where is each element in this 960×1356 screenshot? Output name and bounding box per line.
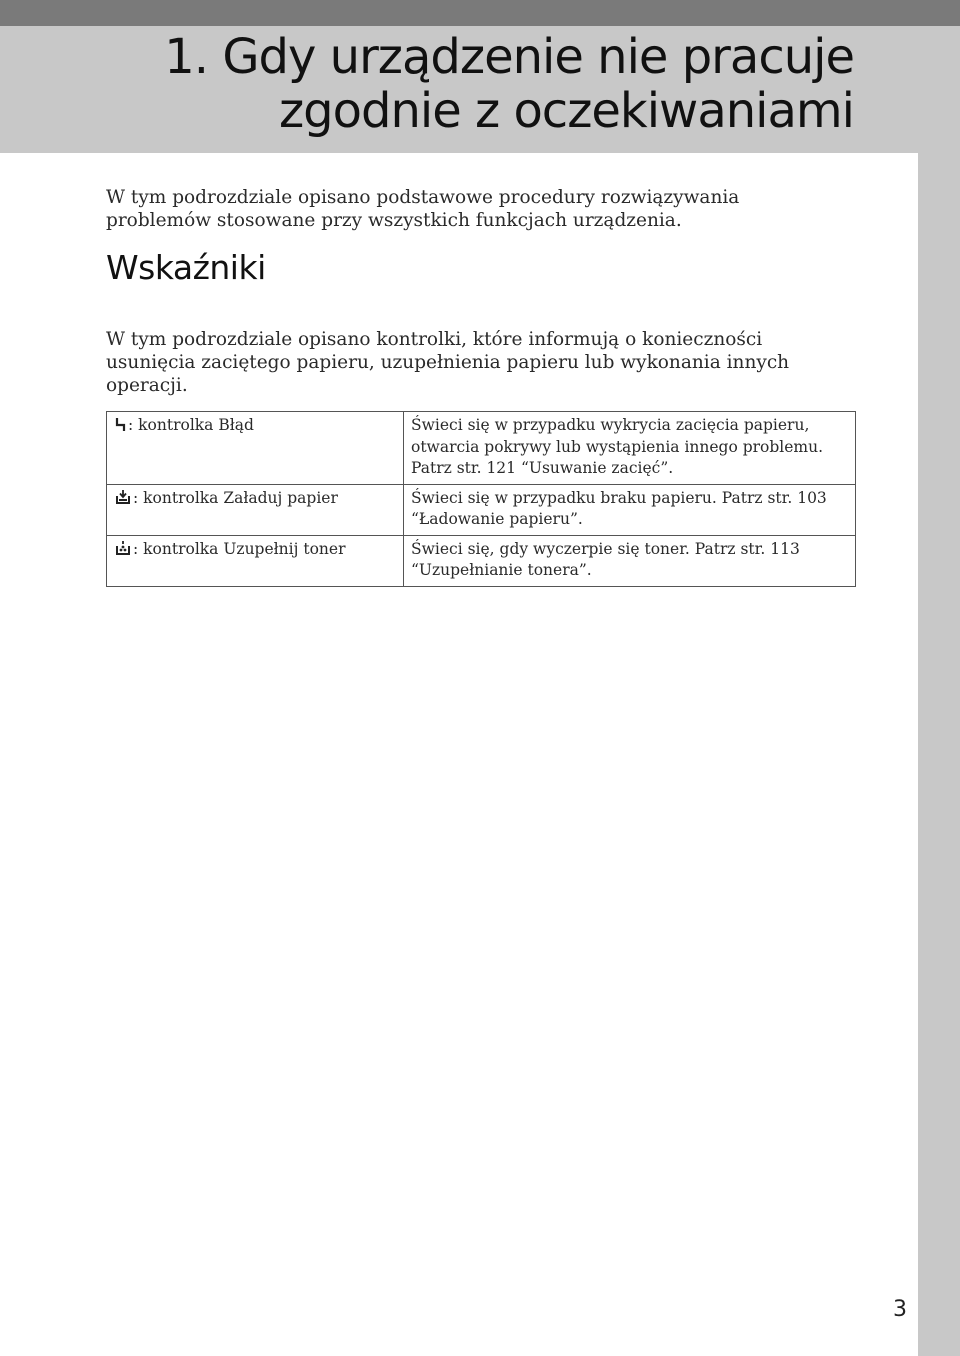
page-edge-tab <box>918 153 960 1356</box>
section-heading: Wskaźniki <box>106 248 266 287</box>
section-paragraph: W tym podrozdziale opisano kontrolki, które informują o konieczności usunięcia zaciętego papieru, uzupełnienia papieru lub wykonania innych operacji. <box>106 329 790 396</box>
indicator-description: Świeci się w przypadku braku papieru. Patrz str. 103 “Ładowanie papieru”. <box>404 484 856 535</box>
chapter-title-line1: 1. Gdy urządzenie nie pracuje <box>164 29 854 85</box>
indicator-description: Świeci się w przypadku wykrycia zacięcia papieru, otwarcia pokrywy lub wystąpienia innego problemu. Patrz str. 121 “Usuwanie zacięć”. <box>404 412 856 485</box>
error-indicator-icon <box>115 417 126 439</box>
page-number: 3 <box>893 1297 907 1322</box>
add-toner-indicator-icon <box>115 540 131 563</box>
indicator-label: : kontrolka Uzupełnij toner <box>133 539 346 558</box>
indicator-label-cell <box>107 412 404 485</box>
chapter-title <box>164 30 854 138</box>
table-row <box>107 535 856 586</box>
indicators-table <box>106 411 856 587</box>
table-row <box>107 484 856 535</box>
chapter-title-line2: zgodnie z oczekiwaniami <box>278 83 854 139</box>
intro-paragraph: W tym podrozdziale opisano podstawowe procedury rozwiązywania problemów stosowane przy wszystkich funkcjach urządzenia. <box>106 187 740 231</box>
indicator-label: : kontrolka Załaduj papier <box>133 488 338 507</box>
indicator-description: Świeci się, gdy wyczerpie się toner. Patrz str. 113 “Uzupełnianie tonera”. <box>404 535 856 586</box>
header-top-strip <box>0 0 960 26</box>
indicator-label-cell <box>107 535 404 586</box>
table-row <box>107 412 856 485</box>
load-paper-indicator-icon <box>115 489 131 512</box>
indicator-label: : kontrolka Błąd <box>128 416 254 434</box>
indicator-label-cell <box>107 484 404 535</box>
